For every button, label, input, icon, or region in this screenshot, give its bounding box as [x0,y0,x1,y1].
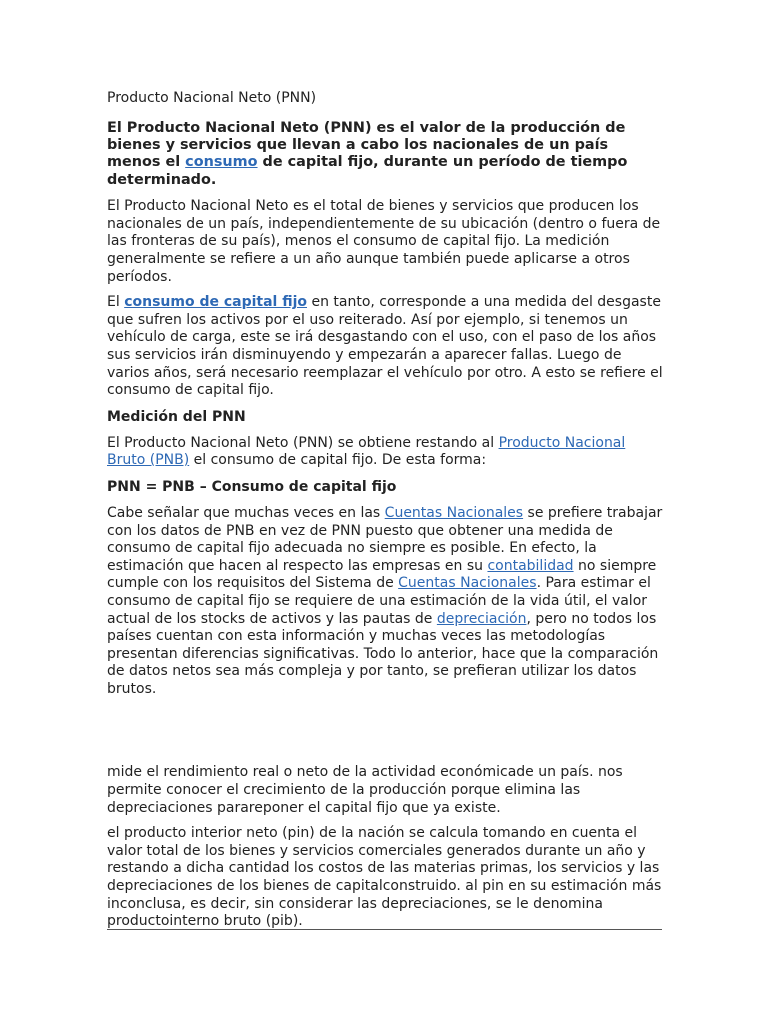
paragraph-medicion [107,435,663,470]
document-title: Producto Nacional Neto (PNN) [107,90,317,106]
para4-text-1: Cabe señalar que muchas veces en las [107,504,385,521]
link-consumo[interactable]: consumo [185,154,258,171]
paragraph-consumo-capital [107,294,663,400]
para2-text-2: en tanto, corresponde a una medida del desgaste que sufren los activos por el uso reiterado. Así por ejemplo, si tenemos un vehículo de carga, este se irá desgastando con el uso, con el paso de los años sus servicios irán disminuyendo y empezarán a aparecer fallas. Luego de varios años, será necesario reemplazar el vehículo por otro. A esto se refiere el consumo de capital fijo. [107,294,663,399]
formula: PNN = PNB – Consumo de capital fijo [107,478,397,495]
paragraph-definition: El Producto Nacional Neto es el total de bienes y servicios que producen los nacionales de un país, independientemente de su ubicación (dentro o fuera de las fronteras de su país), menos el consumo de capital fijo. La medición generalmente se refiere a un año aunque también puede aplicarse a otros períodos. [107,198,661,285]
link-producto-nacional-bruto[interactable]: Producto Nacional Bruto (PNB) [107,434,626,469]
link-depreciacion[interactable]: depreciación [436,610,527,627]
blank-space [107,706,663,764]
link-cuentas-nacionales-2[interactable]: Cuentas Nacionales [398,575,537,592]
link-cuentas-nacionales-1[interactable]: Cuentas Nacionales [384,504,524,521]
para4-text-4: . Para estimar el consumo de capital fijo se requiere de una estimación de la vida útil, el valor actual de los stocks de activos y las pautas de [107,575,651,627]
para3-text-2: el consumo de capital fijo. De esta forma: [189,452,487,469]
para4-text-2: se prefiere trabajar con los datos de PNB en vez de PNN puesto que obtener una medida de consumo de capital fijo adecuada no siempre es posible. En efecto, la estimación que hacen al respecto las empresas en su [107,504,663,574]
heading-medicion: Medición del PNN [107,408,246,425]
lead-paragraph [107,120,663,190]
link-contabilidad[interactable]: contabilidad [487,557,574,574]
link-consumo-capital-fijo[interactable]: consumo de capital fijo [124,294,308,311]
para2-text-1: El [107,294,125,311]
lead-text-2: de capital fijo, durante un período de tiempo determinado. [107,154,628,188]
para4-text-3: no siempre cumple con los requisitos del Sistema de [107,557,657,592]
paragraph-producto-interior-neto: el producto interior neto (pin) de la nación se calcula tomando en cuenta el valor total de los bienes y servicios comerciales generados durante un año y restando a dicha cantidad los costos de las materias primas, los servicios y las depreciaciones de los bienes de capitalconstruido. al pin en su estimación más inconclusa, es decir, sin considerar las depreciaciones, se le denomina productointerno bruto (pib). [107,825,662,930]
para4-text-5: , pero no todos los países cuentan con esta información y muchas veces las metodologías presentan diferencias significativas. Todo lo anterior, hace que la comparación de datos netos sea más compleja y por tanto, se prefieran utilizar los datos brutos. [107,610,659,697]
paragraph-cuentas-nacionales [107,505,663,699]
bottom-divider [107,929,662,930]
lead-text-1: El Producto Nacional Neto (PNN) es el valor de la producción de bienes y servicios que llevan a cabo los nacionales de un país menos el [107,119,626,171]
paragraph-rendimiento: mide el rendimiento real o neto de la actividad económicade un país. nos permite conocer el crecimiento de la producción porque elimina las depreciaciones parareponer el capital fijo que ya existe. [107,764,623,816]
para3-text-1: El Producto Nacional Neto (PNN) se obtiene restando al [107,434,499,451]
document-body [107,90,663,939]
